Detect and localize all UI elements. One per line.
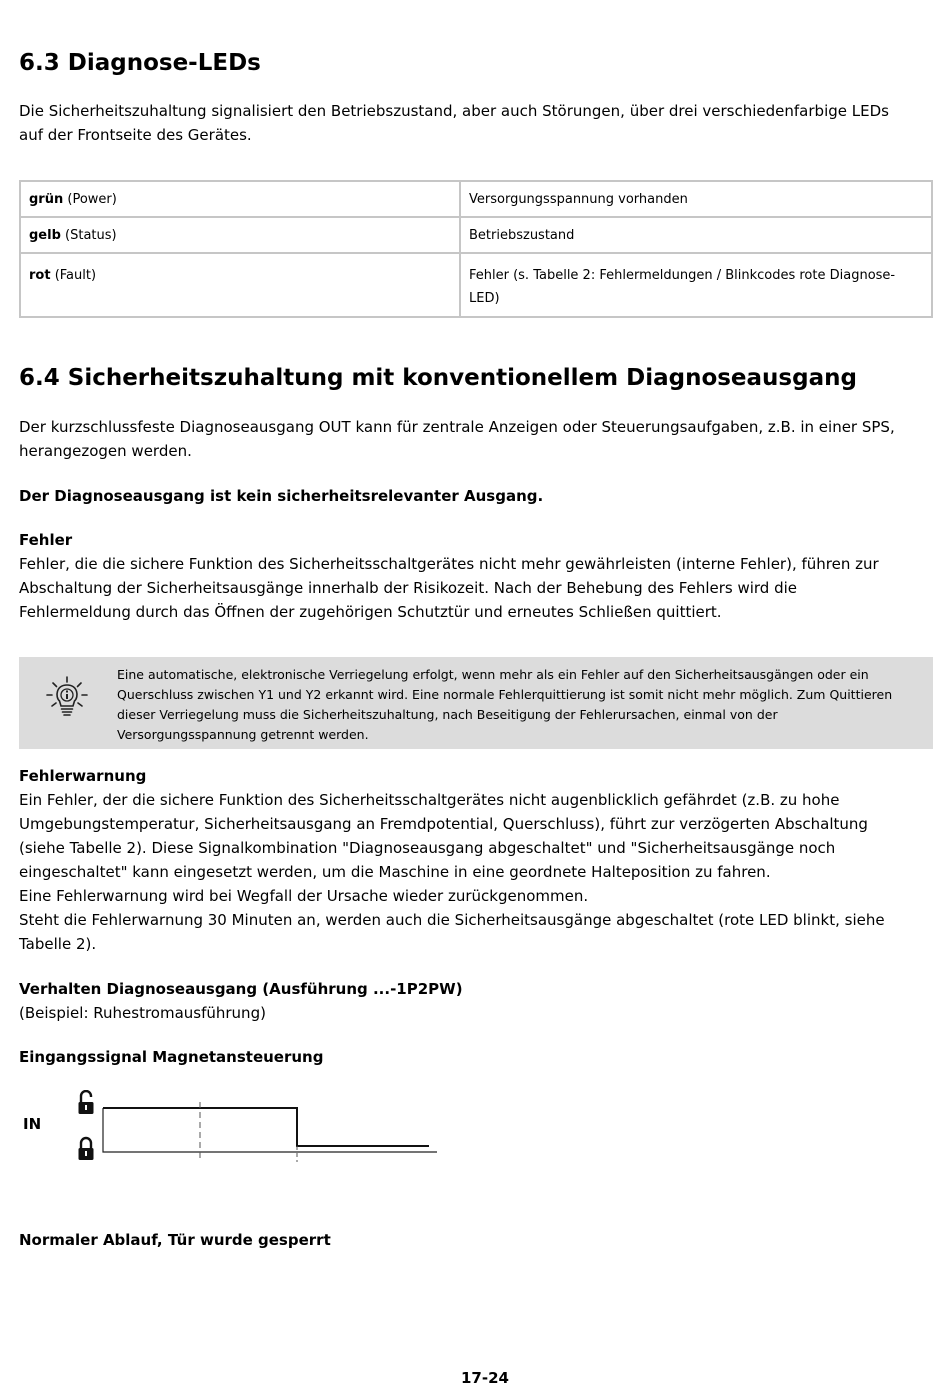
led-table xyxy=(19,180,933,318)
led-color-cell xyxy=(20,253,460,317)
note-line: dieser Verriegelung muss die Sicherheitszuhaltung, nach Beseitigung der Fehlerursachen, einmal von der xyxy=(117,707,778,722)
fehlerwarnung-line: Umgebungstemperatur, Sicherheitsausgang an Fremdpotential, Querschluss), führt zur verzögerten Abschaltung xyxy=(19,815,868,833)
fehler-line: Fehler, die die sichere Funktion des Sicherheitsschaltgerätes nicht mehr gewährleisten (interne Fehler), führen zur xyxy=(19,555,879,573)
intro-line: herangezogen werden. xyxy=(19,442,192,460)
fehlerwarnung-line: Ein Fehler, der die sichere Funktion des Sicherheitsschaltgerätes nicht augenblicklich gefährdet (z.B. zu hohe xyxy=(19,791,840,809)
fehlerwarnung-line: Eine Fehlerwarnung wird bei Wegfall der Ursache wieder zurückgenommen. xyxy=(19,887,589,905)
table-row xyxy=(20,217,932,253)
intro-line: Die Sicherheitszuhaltung signalisiert den Betriebszustand, aber auch Störungen, über drei verschiedenfarbige LEDs xyxy=(19,102,889,120)
section-6-4-intro xyxy=(19,415,939,463)
led-meaning-cell xyxy=(460,217,932,253)
table-row xyxy=(20,181,932,217)
section-6-3-intro xyxy=(19,99,939,147)
note-line: Eine automatische, elektronische Verriegelung erfolgt, wenn mehr als ein Fehler auf den Sicherheitsausgängen oder ein xyxy=(117,667,869,682)
page-number: 17-24 xyxy=(461,1369,509,1387)
section-heading-6-4: 6.4 Sicherheitszuhaltung mit konventionellem Diagnoseausgang xyxy=(19,365,857,391)
info-note-box xyxy=(19,657,933,749)
led-name: (Power) xyxy=(67,192,117,207)
note-line: Versorgungsspannung getrennt werden. xyxy=(117,727,369,742)
verhalten-block xyxy=(19,977,939,1025)
fehler-line: Abschaltung der Sicherheitsausgänge innerhalb der Risikozeit. Nach der Behebung des Fehlers wird die xyxy=(19,579,798,597)
led-meaning: Betriebszustand xyxy=(469,228,575,243)
verhalten-subtitle: (Beispiel: Ruhestromausführung) xyxy=(19,1004,266,1022)
fehler-line: Fehlermeldung durch das Öffnen der zugehörigen Schutztür und erneutes Schließen quittiert. xyxy=(19,603,722,621)
intro-line: auf der Frontseite des Gerätes. xyxy=(19,126,252,144)
led-color: grün xyxy=(29,192,64,207)
signal-title: Eingangssignal Magnetansteuerung xyxy=(19,1048,324,1066)
fehlerwarnung-block xyxy=(19,764,944,956)
fehlerwarnung-line: eingeschaltet" kann eingesetzt werden, um die Maschine in eine geordnete Halteposition zu fahren. xyxy=(19,863,771,881)
signal-label: IN xyxy=(23,1115,42,1133)
led-meaning: Versorgungsspannung vorhanden xyxy=(469,192,688,207)
led-color: gelb xyxy=(29,228,61,243)
normal-ablauf-caption: Normaler Ablauf, Tür wurde gesperrt xyxy=(19,1231,331,1249)
section-heading-6-3: 6.3 Diagnose-LEDs xyxy=(19,50,261,76)
intro-line: Der kurzschlussfeste Diagnoseausgang OUT kann für zentrale Anzeigen oder Steuerungsaufgaben, z.B. in einer SPS, xyxy=(19,418,895,436)
unlocked-padlock-icon xyxy=(77,1090,95,1116)
led-color-cell xyxy=(20,181,460,217)
fehlerwarnung-line: Tabelle 2). xyxy=(19,935,97,953)
led-meaning: Fehler (s. Tabelle 2: Fehlermeldungen / Blinkcodes rote Diagnose- xyxy=(469,268,896,283)
led-name: (Status) xyxy=(65,228,117,243)
led-name: (Fault) xyxy=(54,268,97,283)
led-color-cell xyxy=(20,217,460,253)
fehler-title: Fehler xyxy=(19,531,73,549)
locked-padlock-icon xyxy=(77,1136,95,1162)
signal-trace xyxy=(103,1108,429,1146)
signal-waveform xyxy=(99,1088,444,1166)
lightbulb-info-icon xyxy=(45,675,89,719)
fehlerwarnung-line: (siehe Tabelle 2). Diese Signalkombination "Diagnoseausgang abgeschaltet" und "Sicherheitsausgänge noch xyxy=(19,839,836,857)
led-meaning: LED) xyxy=(469,291,500,306)
led-color: rot xyxy=(29,268,51,283)
table-row xyxy=(20,253,932,317)
note-line: Querschluss zwischen Y1 und Y2 erkannt wird. Eine normale Fehlerquittierung ist somit nicht mehr möglich. Zum Quittieren xyxy=(117,687,893,702)
verhalten-title: Verhalten Diagnoseausgang (Ausführung ...-1P2PW) xyxy=(19,980,463,998)
fehlerwarnung-title: Fehlerwarnung xyxy=(19,767,147,785)
led-meaning-cell xyxy=(460,181,932,217)
diagnose-warning-text: Der Diagnoseausgang ist kein sicherheitsrelevanter Ausgang. xyxy=(19,487,544,505)
led-meaning-cell xyxy=(460,253,932,317)
note-text xyxy=(117,665,917,745)
fehlerwarnung-line: Steht die Fehlerwarnung 30 Minuten an, werden auch die Sicherheitsausgänge abgeschaltet (rote LED blinkt, siehe xyxy=(19,911,885,929)
fehler-block xyxy=(19,528,939,624)
signal-diagram xyxy=(19,1088,444,1166)
